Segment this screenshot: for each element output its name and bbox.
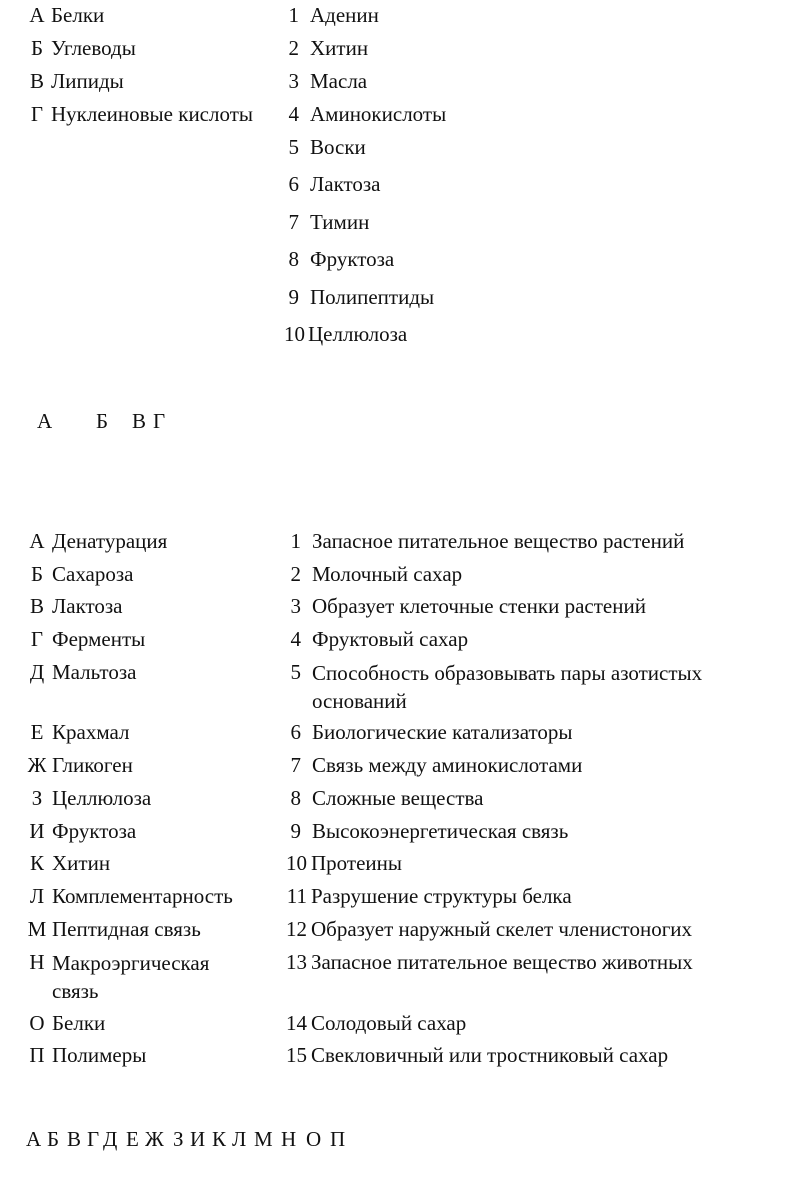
option-text: Свекловичный или тростниковый сахар [311, 1043, 669, 1067]
option-text: Связь между аминокислотами [312, 753, 583, 777]
option-letter: Е [30, 720, 44, 744]
answer-letter: Г [87, 1127, 100, 1151]
option-letter: А [29, 529, 45, 553]
option-text: Белки [52, 1011, 106, 1035]
option-text: Целлюлоза [308, 322, 408, 346]
option-text: Воски [310, 135, 366, 159]
option-text: Запасное питательное вещество животных [311, 950, 693, 974]
option-text: Полипептиды [310, 285, 435, 309]
option-text: Образует наружный скелет членистоногих [311, 917, 693, 941]
answer-letter: В [67, 1127, 82, 1151]
option-number: 9 [288, 285, 299, 309]
option-letter: К [29, 851, 44, 875]
option-number: 6 [288, 172, 299, 196]
option-letter: Л [29, 884, 45, 908]
option-number: 4 [290, 627, 301, 651]
option-text: Гликоген [52, 753, 133, 777]
answer-letter: Н [281, 1127, 297, 1151]
option-letter: В [29, 69, 44, 93]
option-number: 10 [284, 322, 305, 346]
option-letter: М [27, 917, 47, 941]
option-number: 8 [290, 786, 301, 810]
option-number: 13 [286, 950, 307, 974]
option-letter: В [29, 594, 44, 618]
option-letter: Б [30, 36, 44, 60]
answer-letter: В [132, 409, 147, 433]
option-number: 12 [286, 917, 307, 941]
option-letter: Г [30, 627, 44, 651]
option-number: 15 [286, 1043, 307, 1067]
option-text: Макроэргическая связь [52, 951, 210, 1003]
option-text: Тимин [310, 210, 370, 234]
option-text: Аденин [310, 3, 379, 27]
option-text: Белки [51, 3, 105, 27]
answer-letter: Г [153, 409, 166, 433]
answer-letter: А [37, 409, 53, 433]
option-letter: Ж [27, 753, 47, 777]
answer-letter: Б [96, 409, 109, 433]
option-text: Денатурация [52, 529, 168, 553]
option-letter: Г [30, 102, 44, 126]
answer-letter: М [254, 1127, 273, 1151]
option-text: Фруктоза [310, 247, 395, 271]
option-number: 9 [290, 819, 301, 843]
option-number: 8 [288, 247, 299, 271]
answer-letter: З [173, 1127, 184, 1151]
option-number: 10 [286, 851, 307, 875]
option-number: 3 [288, 69, 299, 93]
option-text: Нуклеиновые кислоты [51, 102, 253, 126]
option-text: Пептидная связь [52, 917, 201, 941]
option-number: 2 [288, 36, 299, 60]
option-text: Хитин [52, 851, 111, 875]
option-number: 4 [288, 102, 299, 126]
option-number: 14 [286, 1011, 307, 1035]
option-number: 5 [288, 135, 299, 159]
option-number: 7 [288, 210, 299, 234]
option-number: 1 [288, 3, 299, 27]
option-text: Солодовый сахар [311, 1011, 467, 1035]
option-letter: Д [29, 660, 45, 684]
option-text: Разрушение структуры белка [311, 884, 572, 908]
option-text: Сложные вещества [312, 786, 484, 810]
option-letter: П [29, 1043, 45, 1067]
option-letter: А [29, 3, 45, 27]
option-text: Масла [310, 69, 368, 93]
option-text: Молочный сахар [312, 562, 463, 586]
option-text: Фруктовый сахар [312, 627, 469, 651]
option-text: Биологические катализаторы [312, 720, 573, 744]
option-text: Полимеры [52, 1043, 147, 1067]
option-text: Хитин [310, 36, 369, 60]
option-number: 6 [290, 720, 301, 744]
option-number: 11 [286, 884, 307, 908]
option-number: 2 [290, 562, 301, 586]
answer-letter: Е [126, 1127, 139, 1151]
answer-letter: Б [47, 1127, 60, 1151]
option-text: Целлюлоза [52, 786, 152, 810]
option-text: Протеины [311, 851, 402, 875]
option-text: Аминокислоты [310, 102, 447, 126]
answer-letter: А [26, 1127, 42, 1151]
option-letter: И [29, 819, 45, 843]
answer-letter: Д [103, 1127, 118, 1151]
answer-letter: Ж [145, 1127, 164, 1151]
option-text: Мальтоза [52, 660, 137, 684]
option-number: 5 [290, 660, 301, 684]
option-text: Комплементарность [52, 884, 233, 908]
answer-letter: И [190, 1127, 206, 1151]
option-text: Лактоза [310, 172, 381, 196]
option-text: Ферменты [52, 627, 146, 651]
option-text: Способность образовывать пары азотистых оснований [312, 661, 703, 713]
option-text: Липиды [51, 69, 124, 93]
option-text: Высокоэнергетическая связь [312, 819, 569, 843]
answer-letter: К [212, 1127, 227, 1151]
option-number: 1 [290, 529, 301, 553]
option-letter: З [31, 786, 43, 810]
option-text: Углеводы [51, 36, 136, 60]
option-text: Фруктоза [52, 819, 137, 843]
option-letter: Н [29, 950, 45, 974]
option-text: Лактоза [52, 594, 123, 618]
option-letter: Б [30, 562, 44, 586]
option-text: Крахмал [52, 720, 130, 744]
option-text: Образует клеточные стенки растений [312, 594, 646, 618]
option-text: Запасное питательное вещество растений [312, 529, 685, 553]
answer-letter: Л [232, 1127, 247, 1151]
option-number: 3 [290, 594, 301, 618]
option-text: Сахароза [52, 562, 134, 586]
answer-letter: П [330, 1127, 346, 1151]
answer-letter: О [306, 1127, 322, 1151]
option-number: 7 [290, 753, 301, 777]
option-letter: О [29, 1011, 45, 1035]
